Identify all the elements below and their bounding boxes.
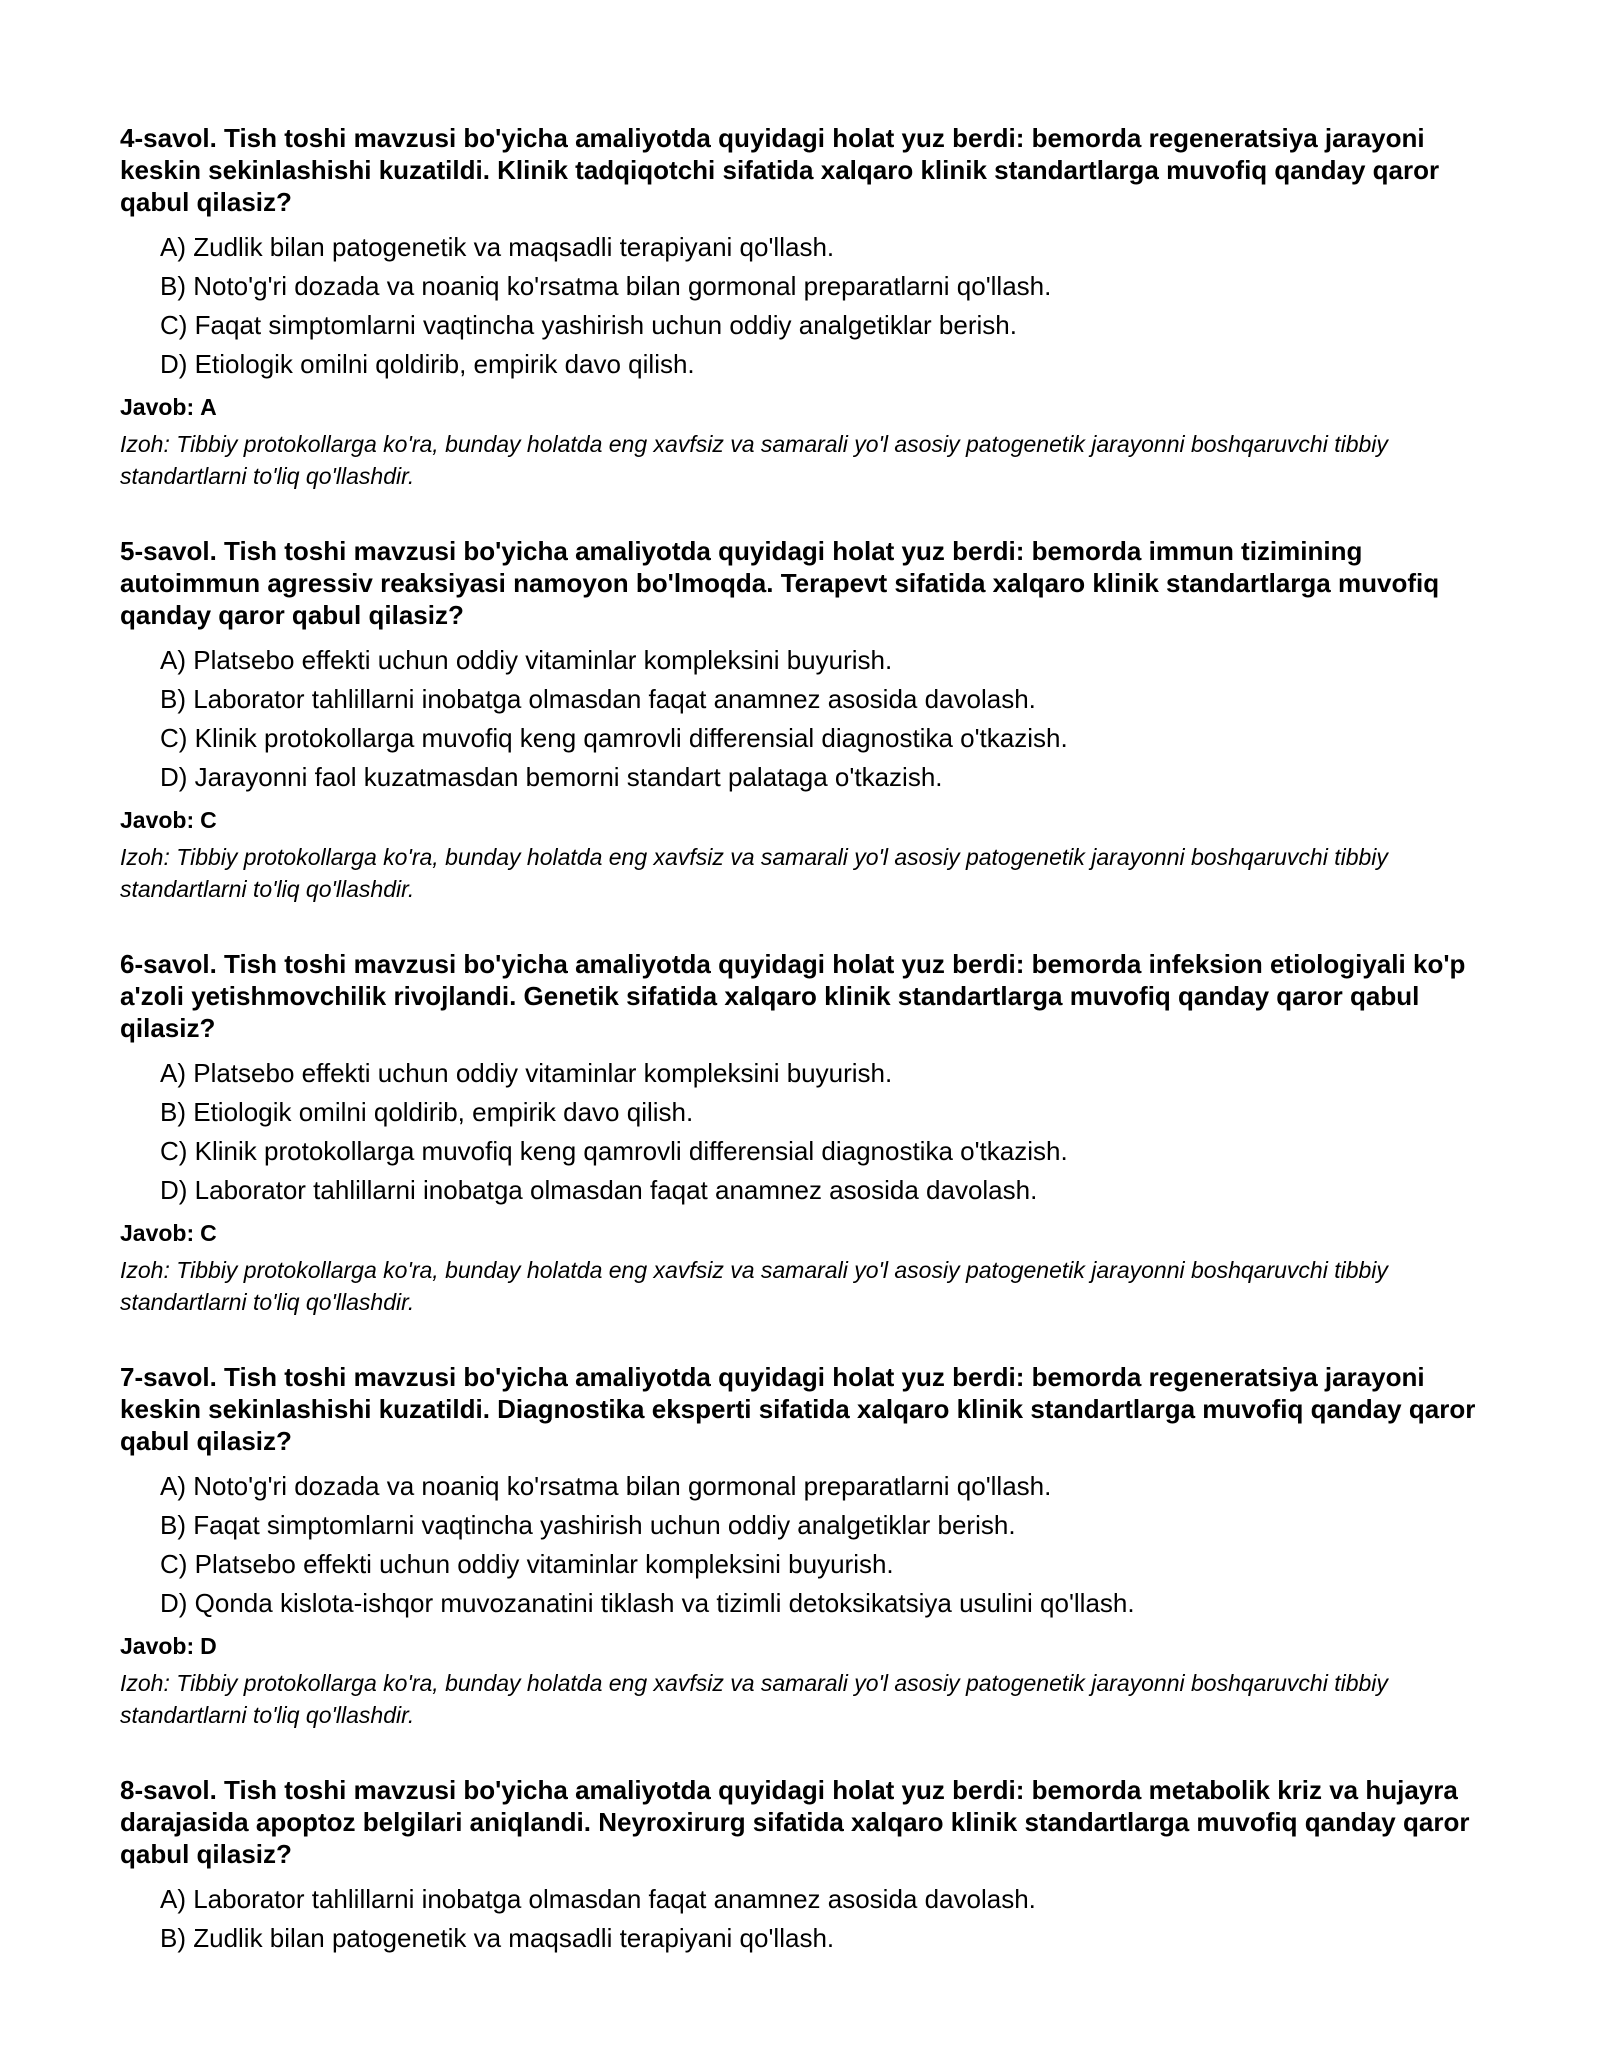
answer-label: Javob: <box>120 394 195 420</box>
document-page <box>120 122 1480 2001</box>
answer-value: D <box>200 1633 217 1659</box>
option-d: D) Etiologik omilni qoldirib, empirik davo qilish. <box>160 349 695 379</box>
question-title: 8-savol. Tish toshi mavzusi bo'yicha amaliyotda quyidagi holat yuz berdi: bemorda metabolik kriz va hujayra darajasida apoptoz belgilari aniqlandi. Neyroxirurg sifatida xalqaro klinik standartlarga muvofiq qanday qaror qabul qilasiz? <box>120 1775 1470 1869</box>
option-c: C) Klinik protokollarga muvofiq keng qamrovli differensial diagnostika o'tkazish. <box>160 1136 1068 1166</box>
answer-value: C <box>200 807 217 833</box>
question-title: 6-savol. Tish toshi mavzusi bo'yicha amaliyotda quyidagi holat yuz berdi: bemorda infeksion etiologiyali ko'p a'zoli yetishmovchilik rivojlandi. Genetik sifatida xalqaro klinik standartlarga muvofiq qanday qaror qabul qilasiz? <box>120 949 1466 1043</box>
option-list <box>120 1054 1480 1210</box>
question-5 <box>120 535 1480 905</box>
answer-line <box>120 805 1480 835</box>
answer-value: C <box>200 1220 217 1246</box>
option-c: C) Faqat simptomlarni vaqtincha yashirish uchun oddiy analgetiklar berish. <box>160 310 1017 340</box>
answer-label: Javob: <box>120 1633 195 1659</box>
answer-value: A <box>200 394 217 420</box>
explanation-note: Izoh: Tibbiy protokollarga ko'ra, bunday holatda eng xavfsiz va samarali yo'l asosiy patogenetik jarayonni boshqaruvchi tibbiy standartlarni to'liq qo'llashdir. <box>120 1257 1388 1315</box>
option-list <box>120 1880 1480 1958</box>
option-d: D) Jarayonni faol kuzatmasdan bemorni standart palataga o'tkazish. <box>160 762 943 792</box>
answer-label: Javob: <box>120 1220 195 1246</box>
option-d: D) Qonda kislota-ishqor muvozanatini tiklash va tizimli detoksikatsiya usulini qo'llash. <box>160 1588 1135 1618</box>
answer-line <box>120 1218 1480 1248</box>
option-b: B) Faqat simptomlarni vaqtincha yashirish uchun oddiy analgetiklar berish. <box>160 1510 1016 1540</box>
option-b: B) Zudlik bilan patogenetik va maqsadli terapiyani qo'llash. <box>160 1923 835 1953</box>
question-7 <box>120 1361 1480 1731</box>
option-a: A) Zudlik bilan patogenetik va maqsadli terapiyani qo'llash. <box>160 232 835 262</box>
answer-line <box>120 1631 1480 1661</box>
answer-label: Javob: <box>120 807 195 833</box>
explanation-note: Izoh: Tibbiy protokollarga ko'ra, bunday holatda eng xavfsiz va samarali yo'l asosiy patogenetik jarayonni boshqaruvchi tibbiy standartlarni to'liq qo'llashdir. <box>120 844 1388 902</box>
option-a: A) Laborator tahlillarni inobatga olmasdan faqat anamnez asosida davolash. <box>160 1884 1036 1914</box>
question-title: 7-savol. Tish toshi mavzusi bo'yicha amaliyotda quyidagi holat yuz berdi: bemorda regeneratsiya jarayoni keskin sekinlashishi kuzatildi. Diagnostika eksperti sifatida xalqaro klinik standartlarga muvofiq qanday qaror qabul qilasiz? <box>120 1362 1476 1456</box>
question-title: 5-savol. Tish toshi mavzusi bo'yicha amaliyotda quyidagi holat yuz berdi: bemorda immun tizimining autoimmun agressiv reaksiyasi namoyon bo'lmoqda. Terapevt sifatida xalqaro klinik standartlarga muvofiq qanday qaror qabul qilasiz? <box>120 536 1440 630</box>
option-b: B) Noto'g'ri dozada va noaniq ko'rsatma bilan gormonal preparatlarni qo'llash. <box>160 271 1052 301</box>
explanation-note: Izoh: Tibbiy protokollarga ko'ra, bunday holatda eng xavfsiz va samarali yo'l asosiy patogenetik jarayonni boshqaruvchi tibbiy standartlarni to'liq qo'llashdir. <box>120 431 1388 489</box>
explanation-note: Izoh: Tibbiy protokollarga ko'ra, bunday holatda eng xavfsiz va samarali yo'l asosiy patogenetik jarayonni boshqaruvchi tibbiy standartlarni to'liq qo'llashdir. <box>120 1670 1388 1728</box>
option-a: A) Noto'g'ri dozada va noaniq ko'rsatma bilan gormonal preparatlarni qo'llash. <box>160 1471 1052 1501</box>
option-a: A) Platsebo effekti uchun oddiy vitaminlar kompleksini buyurish. <box>160 1058 893 1088</box>
option-a: A) Platsebo effekti uchun oddiy vitaminlar kompleksini buyurish. <box>160 645 893 675</box>
option-d: D) Laborator tahlillarni inobatga olmasdan faqat anamnez asosida davolash. <box>160 1175 1038 1205</box>
question-6 <box>120 948 1480 1318</box>
option-b: B) Laborator tahlillarni inobatga olmasdan faqat anamnez asosida davolash. <box>160 684 1036 714</box>
option-list <box>120 228 1480 384</box>
option-list <box>120 1467 1480 1623</box>
option-c: C) Klinik protokollarga muvofiq keng qamrovli differensial diagnostika o'tkazish. <box>160 723 1068 753</box>
option-list <box>120 641 1480 797</box>
question-8 <box>120 1774 1480 1958</box>
option-b: B) Etiologik omilni qoldirib, empirik davo qilish. <box>160 1097 694 1127</box>
answer-line <box>120 392 1480 422</box>
question-title: 4-savol. Tish toshi mavzusi bo'yicha amaliyotda quyidagi holat yuz berdi: bemorda regeneratsiya jarayoni keskin sekinlashishi kuzatildi. Klinik tadqiqotchi sifatida xalqaro klinik standartlarga muvofiq qanday qaror qabul qilasiz? <box>120 123 1440 217</box>
question-4 <box>120 122 1480 492</box>
option-c: C) Platsebo effekti uchun oddiy vitaminlar kompleksini buyurish. <box>160 1549 894 1579</box>
